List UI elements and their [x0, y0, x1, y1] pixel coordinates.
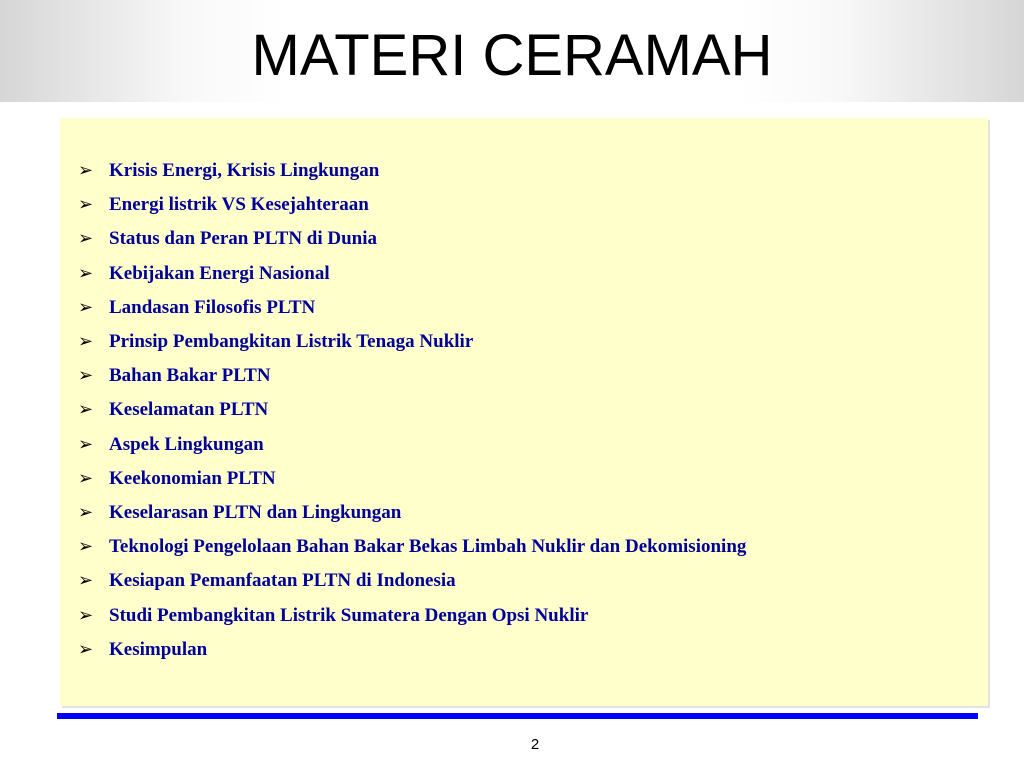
arrow-bullet-icon: ➢ [78, 160, 94, 182]
list-item-label: Keekonomian PLTN [109, 467, 276, 489]
slide-title: MATERI CERAMAH [251, 23, 773, 88]
list-item-label: Krisis Energi, Krisis Lingkungan [109, 160, 380, 182]
arrow-bullet-icon: ➢ [78, 638, 94, 660]
page-number: 2 [530, 736, 540, 753]
list-item [74, 496, 746, 530]
topic-list [74, 154, 746, 667]
list-item [74, 222, 746, 256]
arrow-bullet-icon: ➢ [78, 501, 94, 523]
arrow-bullet-icon: ➢ [78, 296, 94, 318]
arrow-bullet-icon: ➢ [78, 262, 94, 284]
arrow-bullet-icon: ➢ [78, 228, 94, 250]
list-item-label: Kebijakan Energi Nasional [109, 262, 330, 284]
list-item [74, 462, 746, 496]
list-item [74, 633, 746, 667]
list-item [74, 359, 746, 393]
arrow-bullet-icon: ➢ [78, 365, 94, 387]
list-item [74, 291, 746, 325]
list-item [74, 393, 746, 427]
list-item [74, 257, 746, 291]
list-item-label: Studi Pembangkitan Listrik Sumatera Dengan Opsi Nuklir [109, 604, 589, 626]
list-item-label: Teknologi Pengelolaan Bahan Bakar Bekas Limbah Nuklir dan Dekomisioning [109, 536, 747, 558]
list-item [74, 598, 746, 632]
bottom-divider [57, 713, 978, 719]
list-item [74, 564, 746, 598]
title-bar [0, 0, 1024, 102]
list-item-label: Energi listrik VS Kesejahteraan [109, 194, 369, 216]
arrow-bullet-icon: ➢ [78, 399, 94, 421]
list-item [74, 188, 746, 222]
list-item-label: Landasan Filosofis PLTN [109, 296, 316, 318]
list-item-label: Status dan Peran PLTN di Dunia [109, 228, 378, 250]
list-item [74, 325, 746, 359]
list-item-label: Kesiapan Pemanfaatan PLTN di Indonesia [109, 570, 456, 592]
list-item-label: Aspek Lingkungan [109, 433, 264, 455]
list-item-label: Kesimpulan [109, 638, 208, 660]
arrow-bullet-icon: ➢ [78, 604, 94, 626]
list-item [74, 530, 746, 564]
list-item-label: Keselamatan PLTN [109, 399, 269, 421]
list-item [74, 154, 746, 188]
list-item-label: Prinsip Pembangkitan Listrik Tenaga Nuklir [109, 331, 474, 353]
arrow-bullet-icon: ➢ [78, 536, 94, 558]
list-item-label: Bahan Bakar PLTN [109, 365, 271, 387]
arrow-bullet-icon: ➢ [78, 194, 94, 216]
list-item-label: Keselarasan PLTN dan Lingkungan [109, 501, 402, 523]
arrow-bullet-icon: ➢ [78, 570, 94, 592]
arrow-bullet-icon: ➢ [78, 331, 94, 353]
content-box [60, 118, 988, 706]
arrow-bullet-icon: ➢ [78, 433, 94, 455]
list-item [74, 428, 746, 462]
arrow-bullet-icon: ➢ [78, 467, 94, 489]
